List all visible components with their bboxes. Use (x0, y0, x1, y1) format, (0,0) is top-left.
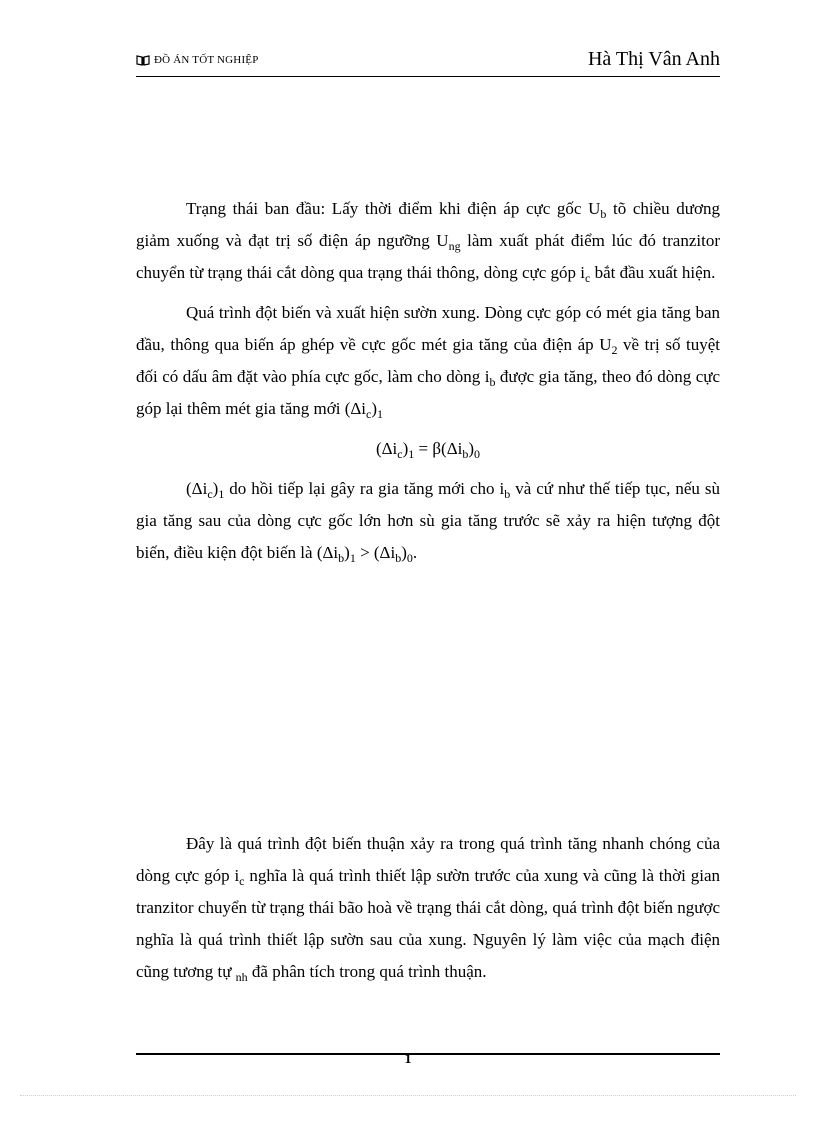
paragraph-feedback: $(\Delta i_c)_1$ do hồi tiếp lại gây ra gia tăng mới cho $i_b$ và cứ như thế tiếp tục, nếu sù gia tăng sau của dòng cực gốc lớn hơn sù gia tăng trước sẽ xảy ra hiện tượng đột biến, điều kiện đột biến là $(\Delta i_b)_1 > (\Delta i_b)_0$. (136, 479, 720, 565)
header-left (136, 54, 259, 66)
thesis-label: ĐỒ ÁN TỐT NGHIỆP (154, 54, 259, 66)
page-number: 1 (404, 1052, 412, 1067)
content-block-1 (136, 193, 720, 577)
header-rule (136, 76, 720, 77)
paragraph-initial-state: Trạng thái ban đầu: Lấy thời điểm khi điện áp cực gốc $U_b$ tõ chiều dương giảm xuống và đạt trị số điện áp ngưỡng $U_{ng}$ làm xuất phát điểm lúc đó tranzitor chuyển từ trạng thái cắt dòng qua trạng thái thông, dòng cực góp $i_c$ bắt đầu xuất hiện. (136, 199, 721, 285)
page-edge-divider (20, 1095, 796, 1096)
paragraph-conclusion: Đây là quá trình đột biến thuận xảy ra trong quá trình tăng nhanh chóng của dòng cực góp $i_c$ nghĩa là quá trình thiết lập sườn trước của xung và cũng là thời gian tranzitor chuyển từ trạng thái bão hoà về trạng thái cắt dòng, quá trình đột biến ngược nghĩa là quá trình thiết lập sườn sau của xung. Nguyên lý làm việc của mạch điện cũng tương tự $_{nh}$ đã phân tích trong quá trình thuận. (136, 834, 720, 984)
formula: $(\Delta i_c)_1 = \beta(\Delta i_b)_0$ (375, 439, 481, 461)
content-block-2 (136, 828, 720, 996)
page-header (136, 48, 720, 76)
author-name: Hà Thị Vân Anh (587, 48, 720, 70)
paragraph-edge-process: Quá trình đột biến và xuất hiện sườn xung. Dòng cực góp có mét gia tăng ban đầu, thông qua biến áp ghép về cực gốc mét gia tăng của điện áp $U_2$ về trị số tuyệt đối có dấu âm đặt vào phía cực gốc, làm cho dòng $i_b$ được gia tăng, theo đó dòng cực góp lại thêm mét gia tăng mới $(\Delta i_c)_1$ (136, 303, 720, 421)
book-icon (136, 55, 150, 66)
